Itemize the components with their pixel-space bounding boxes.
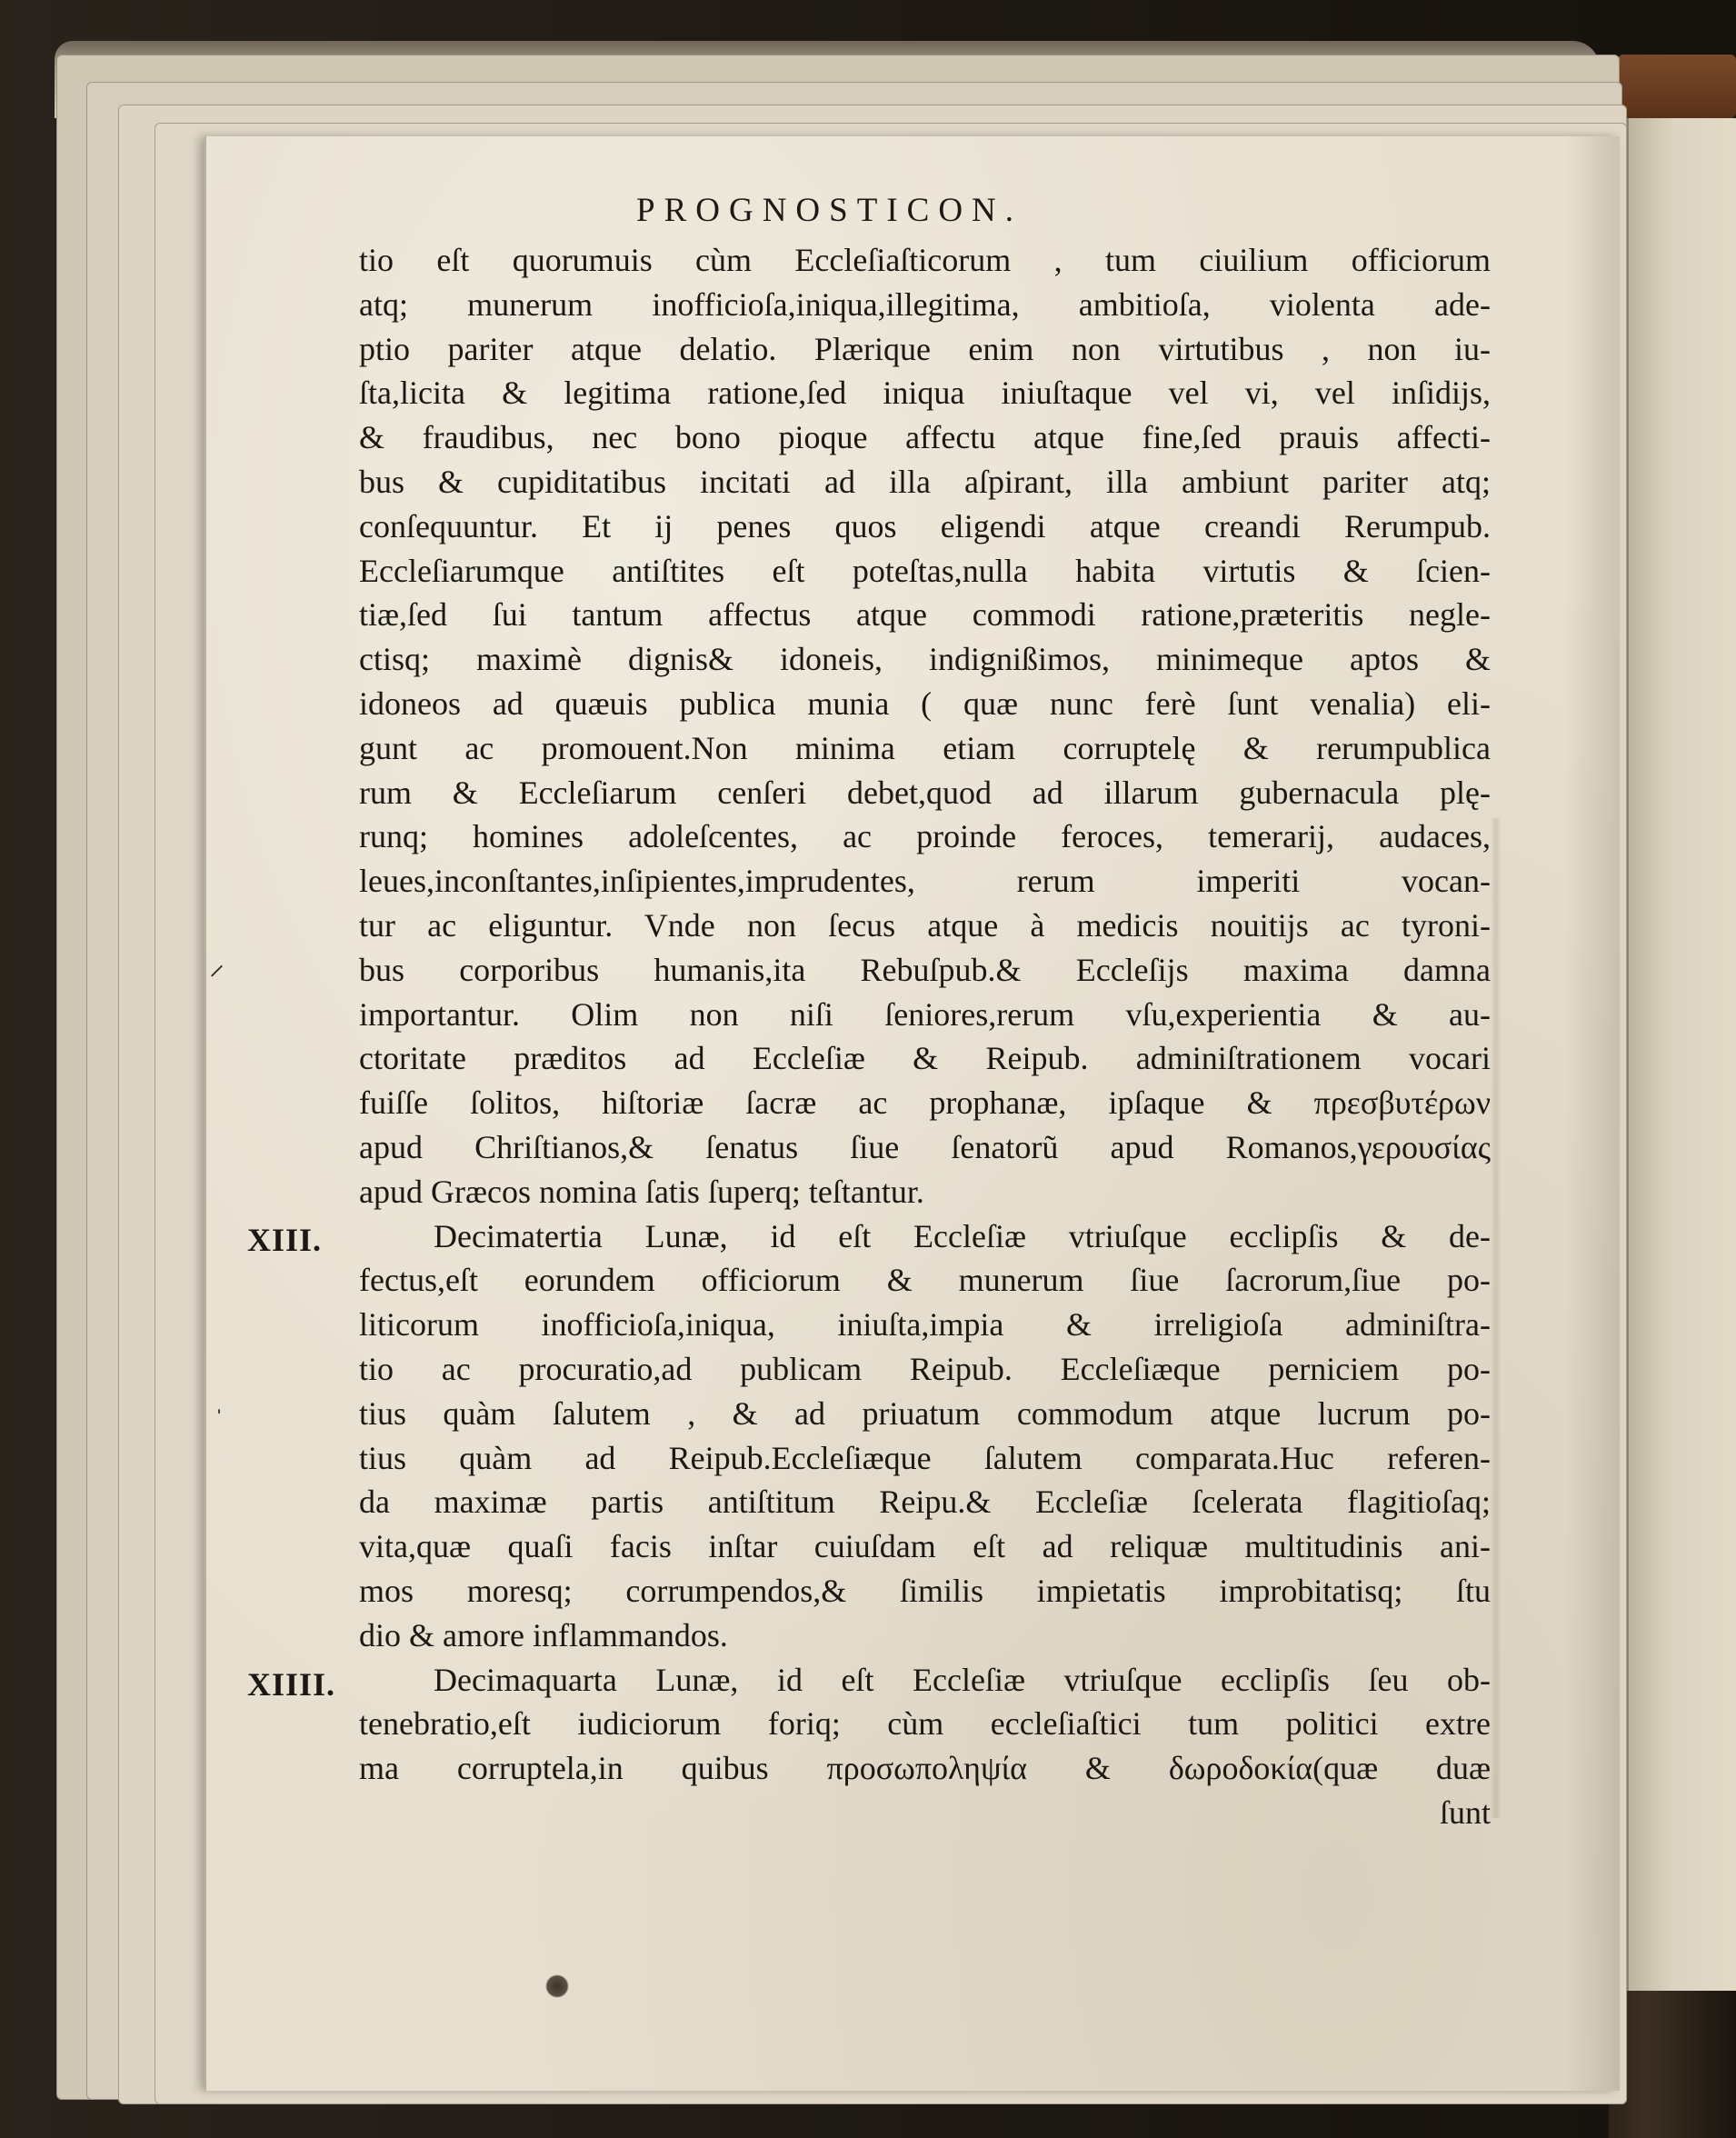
margin-mark-1: ⸍ bbox=[209, 961, 224, 994]
leather-strap bbox=[1618, 55, 1736, 118]
text-line: tius quàm ad Reipub.Eccleſiæque ſalutem comparata.Huc referen- bbox=[359, 1439, 1491, 1476]
text-line: idoneos ad quæuis publica munia ( quæ nunc ferè ſunt venalia) eli- bbox=[359, 684, 1491, 722]
text-line: tiæ,ſed ſui tantum affectus atque commodi ratione,præteritis negle- bbox=[359, 596, 1491, 634]
text-line: vita,quæ quaſi facis inſtar cuiuſdam eſt ad reliquæ multitudinis ani- bbox=[359, 1528, 1491, 1565]
running-head: PROGNOSTICON. bbox=[636, 192, 1023, 229]
text-line: ptio pariter atque delatio. Plærique enim non virtutibus , non iu- bbox=[359, 330, 1491, 367]
text-line: atq; munerum inofficioſa,iniqua,illegitima, ambitioſa, violenta ade- bbox=[359, 285, 1491, 323]
text-line: tio eſt quorumuis cùm Eccleſiaſticorum , tum ciuilium officiorum bbox=[359, 242, 1491, 278]
text-line: gunt ac promouent.Non minima etiam corruptelę & rerumpublica bbox=[359, 729, 1491, 766]
text-line: bus corporibus humanis,ita Rebuſpub.& Eccleſijs maxima damna bbox=[359, 951, 1491, 988]
text-line: fuiſſe ſolitos, hiſtoriæ ſacræ ac prophanæ, ipſaque & πρεσβυτέρων bbox=[359, 1084, 1491, 1122]
text-line: conſequuntur. Et ij penes quos eligendi atque creandi Rerumpub. bbox=[359, 507, 1491, 544]
text-line: ma corruptela,in quibus προσωποληψία & δωροδοκία(quæ duæ bbox=[359, 1750, 1491, 1787]
body-text bbox=[359, 238, 1491, 1835]
text-line: runq; homines adoleſcentes, ac proinde feroces, temerarij, audaces, bbox=[359, 818, 1491, 855]
text-line: Decimaquarta Lunæ, id eſt Eccleſiæ vtriuſque ecclipſis ſeu ob- bbox=[434, 1661, 1491, 1698]
margin-mark-2: ˈ bbox=[215, 1404, 224, 1434]
text-line: tius quàm ſalutem , & ad priuatum commodum atque lucrum po- bbox=[359, 1394, 1491, 1432]
text-line: ctoritate præditos ad Eccleſiæ & Reipub. adminiſtrationem vocari bbox=[359, 1040, 1491, 1077]
text-line: fectus,eſt eorundem officiorum & munerum ſiue ſacrorum,ſiue po- bbox=[359, 1262, 1491, 1299]
ink-blot bbox=[545, 1974, 569, 1998]
text-line: tenebratio,eſt iudiciorum foriq; cùm eccleſiaſtici tum politici extre bbox=[359, 1705, 1491, 1743]
catchword: ſunt bbox=[1439, 1793, 1491, 1831]
text-line: mos moresq; corrumpendos,& ſimilis impietatis improbitatisq; ſtu bbox=[359, 1572, 1491, 1609]
text-line: bus & cupiditatibus incitati ad illa aſpirant, illa ambiunt pariter atq; bbox=[359, 463, 1491, 500]
text-line: tur ac eliguntur. Vnde non ſecus atque à medicis nouitijs ac tyroni- bbox=[359, 906, 1491, 944]
text-line: ſta,licita & legitima ratione,ſed iniqua iniuſtaque vel vi, vel inſidijs, bbox=[359, 375, 1491, 412]
text-line: apud Græcos nomina ſatis ſuperq; teſtantur. bbox=[359, 1173, 924, 1210]
text-line: rum & Eccleſiarum cenſeri debet,quod ad illarum gubernacula plę- bbox=[359, 774, 1491, 811]
marginal-number-xiii: XIII. bbox=[247, 1222, 323, 1258]
text-line: leues,inconſtantes,inſipientes,imprudentes, rerum imperiti vocan- bbox=[359, 863, 1491, 900]
text-line: ctisq; maximè dignis& idoneis, indignißimos, minimeque aptos & bbox=[359, 641, 1491, 678]
marginal-number-xiiii: XIIII. bbox=[247, 1666, 336, 1703]
text-line: importantur. Olim non niſi ſeniores,rerum vſu,experientia & au- bbox=[359, 995, 1491, 1033]
text-line: & fraudibus, nec bono pioque affectu atque fine,ſed prauis affecti- bbox=[359, 419, 1491, 456]
facing-page-edge bbox=[1627, 118, 1736, 1991]
text-line: da maximæ partis antiſtitum Reipu.& Eccleſiæ ſcelerata flagitioſaq; bbox=[359, 1484, 1491, 1521]
text-line: liticorum inofficioſa,iniqua, iniuſta,impia & irreligioſa adminiſtra- bbox=[359, 1306, 1491, 1344]
text-line: tio ac procuratio,ad publicam Reipub. Eccleſiæque perniciem po- bbox=[359, 1350, 1491, 1387]
text-line: Eccleſiarumque antiſtites eſt poteſtas,nulla habita virtutis & ſcien- bbox=[359, 552, 1491, 589]
text-line: dio & amore inflammandos. bbox=[359, 1616, 728, 1653]
text-line: Decimatertia Lunæ, id eſt Eccleſiæ vtriuſque ecclipſis & de- bbox=[434, 1217, 1491, 1254]
text-line: apud Chriſtianos,& ſenatus ſiue ſenatorũ apud Romanos,γερουσίας bbox=[359, 1128, 1491, 1165]
gutter-shadow bbox=[1565, 136, 1620, 2091]
page-crease bbox=[1491, 818, 1502, 1818]
